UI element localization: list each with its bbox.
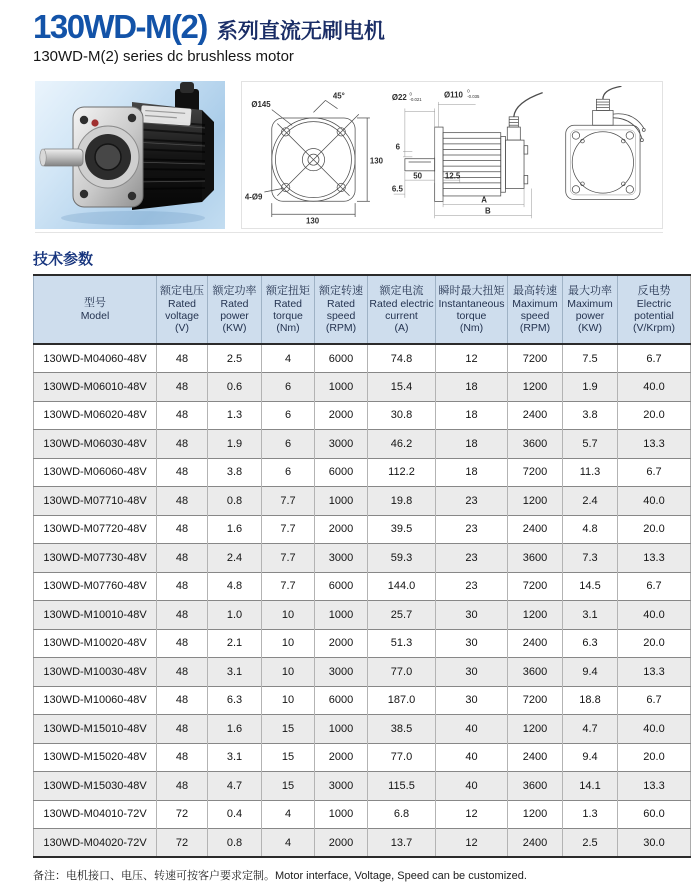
value-cell: 48	[157, 715, 208, 744]
value-cell: 48	[157, 430, 208, 459]
value-cell: 48	[157, 458, 208, 487]
footnote: 备注：电机接口、电压、转速可按客户要求定制。Motor interface, Voltage, Speed can be customized.	[33, 870, 527, 882]
value-cell: 1000	[315, 715, 368, 744]
value-cell: 2000	[315, 629, 368, 658]
table-row	[34, 544, 691, 573]
motor-photo-geometry	[40, 82, 214, 225]
value-cell: 30	[436, 658, 508, 687]
value-cell: 4	[262, 344, 315, 373]
value-cell: 7.3	[563, 544, 618, 573]
technical-drawings	[241, 81, 663, 229]
table-row	[34, 515, 691, 544]
value-cell: 187.0	[368, 686, 436, 715]
col-header-cn: 额定电流	[379, 285, 424, 297]
col-header-cn: 额定功率	[212, 285, 257, 297]
value-cell: 2.4	[208, 544, 262, 573]
model-cell: 130WD-M07720-48V	[34, 515, 157, 544]
dim-flange-offset: 12.5	[445, 171, 461, 181]
value-cell: 19.8	[368, 487, 436, 516]
value-cell: 115.5	[368, 772, 436, 801]
col-header-instantaneous-torque	[436, 275, 508, 344]
value-cell: 6	[262, 401, 315, 430]
front-view-drawing	[244, 86, 390, 224]
value-cell: 10	[262, 629, 315, 658]
dim-hole-angle: 45°	[332, 91, 345, 101]
col-header-cn: 额定扭矩	[266, 285, 310, 297]
value-cell: 51.3	[368, 629, 436, 658]
dim-flange-width: 130	[306, 216, 320, 224]
value-cell: 2.4	[563, 487, 618, 516]
value-cell: 11.3	[563, 458, 618, 487]
value-cell: 1.3	[563, 800, 618, 829]
value-cell: 1200	[508, 601, 563, 630]
value-cell: 30	[436, 629, 508, 658]
table-row	[34, 401, 691, 430]
value-cell: 1.9	[208, 430, 262, 459]
col-header-unit: (A)	[394, 322, 409, 334]
table-row	[34, 772, 691, 801]
value-cell: 20.0	[618, 401, 691, 430]
model-cell: 130WD-M06060-48V	[34, 458, 157, 487]
value-cell: 74.8	[368, 344, 436, 373]
value-cell: 30.8	[368, 401, 436, 430]
value-cell: 14.1	[563, 772, 618, 801]
spec-table-head	[34, 275, 691, 344]
model-cell: 130WD-M15030-48V	[34, 772, 157, 801]
model-cell: 130WD-M10010-48V	[34, 601, 157, 630]
table-row	[34, 800, 691, 829]
value-cell: 7.5	[563, 344, 618, 373]
value-cell: 6.8	[368, 800, 436, 829]
model-cell: 130WD-M06020-48V	[34, 401, 157, 430]
side-view-geometry	[405, 93, 543, 205]
value-cell: 23	[436, 515, 508, 544]
dim-shaft-tol-lower: -0.021	[409, 97, 422, 103]
media-row	[35, 81, 663, 233]
col-header-en: Rated electric current	[369, 298, 434, 322]
value-cell: 0.8	[208, 487, 262, 516]
value-cell: 48	[157, 401, 208, 430]
value-cell: 18	[436, 373, 508, 402]
value-cell: 77.0	[368, 658, 436, 687]
value-cell: 9.4	[563, 658, 618, 687]
value-cell: 20.0	[618, 629, 691, 658]
page-title-model: 130WD-M(2)	[33, 8, 207, 45]
value-cell: 1000	[315, 373, 368, 402]
dim-flange-diameter: Ø145	[251, 99, 271, 109]
value-cell: 7.7	[262, 487, 315, 516]
value-cell: 4.8	[208, 572, 262, 601]
col-header-unit: (Nm)	[276, 322, 300, 334]
rear-view-drawing	[549, 86, 660, 224]
spec-table-body	[34, 344, 691, 857]
value-cell: 4.8	[563, 515, 618, 544]
value-cell: 2.1	[208, 629, 262, 658]
value-cell: 2400	[508, 401, 563, 430]
model-cell: 130WD-M07730-48V	[34, 544, 157, 573]
value-cell: 7200	[508, 686, 563, 715]
header-row	[34, 275, 691, 344]
value-cell: 1000	[315, 800, 368, 829]
value-cell: 40	[436, 772, 508, 801]
value-cell: 3.1	[208, 658, 262, 687]
dim-shaft-tol-upper: 0	[409, 91, 413, 97]
value-cell: 48	[157, 572, 208, 601]
value-cell: 14.5	[563, 572, 618, 601]
value-cell: 7.7	[262, 515, 315, 544]
col-header-maximum-speed	[508, 275, 563, 344]
value-cell: 4.7	[563, 715, 618, 744]
value-cell: 1.6	[208, 515, 262, 544]
table-row	[34, 686, 691, 715]
col-header-cn: 最大功率	[568, 285, 612, 297]
value-cell: 60.0	[618, 800, 691, 829]
value-cell: 2000	[315, 829, 368, 858]
value-cell: 0.8	[208, 829, 262, 858]
page-title-cn: 系列直流无刷电机	[216, 20, 385, 43]
value-cell: 77.0	[368, 743, 436, 772]
value-cell: 3.8	[563, 401, 618, 430]
value-cell: 6	[262, 373, 315, 402]
table-row	[34, 430, 691, 459]
value-cell: 10	[262, 601, 315, 630]
model-cell: 130WD-M06030-48V	[34, 430, 157, 459]
value-cell: 40.0	[618, 601, 691, 630]
value-cell: 18	[436, 458, 508, 487]
table-row	[34, 344, 691, 373]
col-header-en: Rated voltage	[165, 298, 199, 322]
value-cell: 4	[262, 800, 315, 829]
value-cell: 48	[157, 743, 208, 772]
value-cell: 48	[157, 658, 208, 687]
value-cell: 1200	[508, 800, 563, 829]
value-cell: 38.5	[368, 715, 436, 744]
value-cell: 1.9	[563, 373, 618, 402]
col-header-unit: (KW)	[222, 322, 247, 334]
value-cell: 7200	[508, 572, 563, 601]
value-cell: 18	[436, 401, 508, 430]
value-cell: 25.7	[368, 601, 436, 630]
value-cell: 40	[436, 743, 508, 772]
value-cell: 6.7	[618, 686, 691, 715]
col-header-en: Rated speed	[326, 298, 356, 322]
value-cell: 3600	[508, 772, 563, 801]
value-cell: 3000	[315, 430, 368, 459]
col-header-electric-potential	[618, 275, 691, 344]
value-cell: 0.6	[208, 373, 262, 402]
dim-step: 6.5	[392, 184, 404, 194]
table-row	[34, 487, 691, 516]
col-header-rated-current	[368, 275, 436, 344]
spec-table	[33, 274, 691, 858]
model-cell: 130WD-M10030-48V	[34, 658, 157, 687]
dim-length-a: A	[481, 195, 488, 205]
value-cell: 4.7	[208, 772, 262, 801]
table-row	[34, 743, 691, 772]
value-cell: 2000	[315, 401, 368, 430]
col-header-en: Maximum speed	[512, 298, 558, 322]
value-cell: 2400	[508, 515, 563, 544]
table-row	[34, 629, 691, 658]
value-cell: 48	[157, 487, 208, 516]
col-header-unit: (RPM)	[519, 322, 551, 334]
model-cell: 130WD-M07760-48V	[34, 572, 157, 601]
value-cell: 13.3	[618, 544, 691, 573]
value-cell: 6.3	[208, 686, 262, 715]
value-cell: 1.3	[208, 401, 262, 430]
product-photo	[35, 81, 225, 229]
table-row	[34, 829, 691, 858]
value-cell: 7200	[508, 344, 563, 373]
title-line	[33, 10, 692, 45]
model-cell: 130WD-M04020-72V	[34, 829, 157, 858]
value-cell: 6.7	[618, 458, 691, 487]
col-header-unit: (RPM)	[325, 322, 357, 334]
value-cell: 3600	[508, 544, 563, 573]
value-cell: 59.3	[368, 544, 436, 573]
value-cell: 3.8	[208, 458, 262, 487]
value-cell: 112.2	[368, 458, 436, 487]
value-cell: 4	[262, 829, 315, 858]
value-cell: 144.0	[368, 572, 436, 601]
col-header-en: Model	[80, 310, 110, 322]
value-cell: 7200	[508, 458, 563, 487]
value-cell: 18.8	[563, 686, 618, 715]
model-cell: 130WD-M04010-72V	[34, 800, 157, 829]
value-cell: 18	[436, 430, 508, 459]
value-cell: 1.0	[208, 601, 262, 630]
value-cell: 72	[157, 829, 208, 858]
table-row	[34, 601, 691, 630]
value-cell: 12	[436, 829, 508, 858]
value-cell: 6000	[315, 572, 368, 601]
value-cell: 23	[436, 572, 508, 601]
value-cell: 13.7	[368, 829, 436, 858]
model-cell: 130WD-M06010-48V	[34, 373, 157, 402]
value-cell: 6.7	[618, 572, 691, 601]
dim-spigot-diameter: Ø110	[444, 90, 464, 100]
value-cell: 6000	[315, 458, 368, 487]
table-row	[34, 658, 691, 687]
value-cell: 20.0	[618, 743, 691, 772]
col-header-maximum-power	[563, 275, 618, 344]
value-cell: 1000	[315, 601, 368, 630]
value-cell: 23	[436, 487, 508, 516]
value-cell: 48	[157, 544, 208, 573]
value-cell: 12	[436, 344, 508, 373]
value-cell: 3000	[315, 544, 368, 573]
value-cell: 40.0	[618, 715, 691, 744]
model-cell: 130WD-M04060-48V	[43, 352, 147, 365]
value-cell: 2400	[508, 743, 563, 772]
value-cell: 6000	[315, 686, 368, 715]
col-header-rated-torque	[262, 275, 315, 344]
value-cell: 48	[157, 601, 208, 630]
value-cell: 13.3	[618, 430, 691, 459]
col-header-en: Instantaneous torque	[438, 298, 505, 322]
value-cell: 2000	[315, 515, 368, 544]
motor-photo-illustration	[35, 81, 225, 229]
value-cell: 6.7	[618, 344, 691, 373]
dim-flange-height: 130	[369, 156, 384, 166]
dim-length-b: B	[485, 206, 491, 216]
value-cell: 30.0	[618, 829, 691, 858]
value-cell: 15	[262, 715, 315, 744]
table-row	[34, 715, 691, 744]
col-header-en: Rated torque	[273, 298, 303, 322]
col-header-en: Maximum power	[567, 298, 613, 322]
value-cell: 40.0	[618, 487, 691, 516]
value-cell: 39.5	[368, 515, 436, 544]
side-view-drawing	[390, 86, 548, 224]
dim-shaft-length: 50	[413, 171, 423, 181]
value-cell: 6.3	[563, 629, 618, 658]
value-cell: 48	[157, 344, 208, 373]
value-cell: 3.1	[563, 601, 618, 630]
col-header-unit: (Nm)	[459, 322, 484, 334]
value-cell: 48	[157, 772, 208, 801]
dim-spigot-tol-lower: -0.035	[467, 94, 480, 100]
front-view-geometry	[264, 100, 370, 217]
value-cell: 3600	[508, 658, 563, 687]
col-header-unit: (V)	[175, 322, 189, 334]
col-header-rated-voltage	[157, 275, 208, 344]
value-cell: 30	[436, 601, 508, 630]
col-header-unit: (V/Krpm)	[633, 322, 675, 334]
col-header-cn: 型号	[84, 297, 106, 309]
table-row	[34, 373, 691, 402]
dim-key-width: 6	[395, 142, 401, 152]
value-cell: 48	[157, 515, 208, 544]
value-cell: 1.6	[208, 715, 262, 744]
value-cell: 48	[157, 629, 208, 658]
page-header	[0, 0, 692, 65]
col-header-cn: 额定电压	[160, 285, 204, 297]
value-cell: 30	[436, 686, 508, 715]
col-header-rated-speed	[315, 275, 368, 344]
model-cell: 130WD-M15010-48V	[34, 715, 157, 744]
model-cell: 130WD-M10060-48V	[34, 686, 157, 715]
value-cell: 7.7	[262, 572, 315, 601]
model-cell: 130WD-M15020-48V	[34, 743, 157, 772]
value-cell: 0.4	[208, 800, 262, 829]
value-cell: 10	[262, 658, 315, 687]
value-cell: 2.5	[563, 829, 618, 858]
col-header-en: Electric potential	[634, 298, 674, 322]
value-cell: 3600	[508, 430, 563, 459]
value-cell: 15.4	[368, 373, 436, 402]
value-cell: 10	[262, 686, 315, 715]
col-header-cn: 最高转速	[513, 285, 557, 297]
value-cell: 48	[157, 686, 208, 715]
dim-mounting-holes: 4-Ø9	[244, 192, 263, 202]
value-cell: 12	[436, 800, 508, 829]
col-header-cn: 反电势	[637, 285, 671, 297]
value-cell: 23	[436, 544, 508, 573]
value-cell: 1000	[315, 487, 368, 516]
value-cell: 46.2	[368, 430, 436, 459]
value-cell: 6	[262, 430, 315, 459]
value-cell: 1200	[508, 373, 563, 402]
value-cell: 5.7	[563, 430, 618, 459]
section-title: 技术参数	[33, 251, 94, 268]
value-cell: 2000	[315, 743, 368, 772]
value-cell: 3000	[315, 658, 368, 687]
value-cell: 3.1	[208, 743, 262, 772]
value-cell: 1200	[508, 715, 563, 744]
value-cell: 13.3	[618, 772, 691, 801]
table-row	[34, 572, 691, 601]
value-cell: 72	[157, 800, 208, 829]
value-cell: 40.0	[618, 373, 691, 402]
value-cell: 40	[436, 715, 508, 744]
col-header-rated-power	[208, 275, 262, 344]
value-cell: 2400	[508, 829, 563, 858]
value-cell: 9.4	[563, 743, 618, 772]
dim-shaft-diameter: Ø22	[392, 93, 408, 103]
value-cell: 15	[262, 772, 315, 801]
value-cell: 2.5	[208, 344, 262, 373]
value-cell: 6000	[315, 344, 368, 373]
col-header-en: Rated power	[220, 298, 249, 322]
value-cell: 13.3	[618, 658, 691, 687]
value-cell: 20.0	[618, 515, 691, 544]
page-subtitle: 130WD-M(2) series dc brushless motor	[33, 48, 294, 65]
value-cell: 2400	[508, 629, 563, 658]
col-header-unit: (KW)	[578, 322, 602, 334]
value-cell: 15	[262, 743, 315, 772]
value-cell: 48	[157, 373, 208, 402]
col-header-cn: 瞬时最大扭矩	[438, 285, 505, 297]
value-cell: 7.7	[262, 544, 315, 573]
rear-view-geometry	[565, 86, 645, 199]
value-cell: 1200	[508, 487, 563, 516]
model-cell: 130WD-M07710-48V	[34, 487, 157, 516]
value-cell: 6	[262, 458, 315, 487]
dim-spigot-tol-upper: 0	[467, 88, 470, 94]
value-cell: 3000	[315, 772, 368, 801]
col-header-model	[34, 275, 157, 344]
table-row	[34, 458, 691, 487]
col-header-cn: 额定转速	[319, 285, 363, 297]
model-cell: 130WD-M10020-48V	[34, 629, 157, 658]
